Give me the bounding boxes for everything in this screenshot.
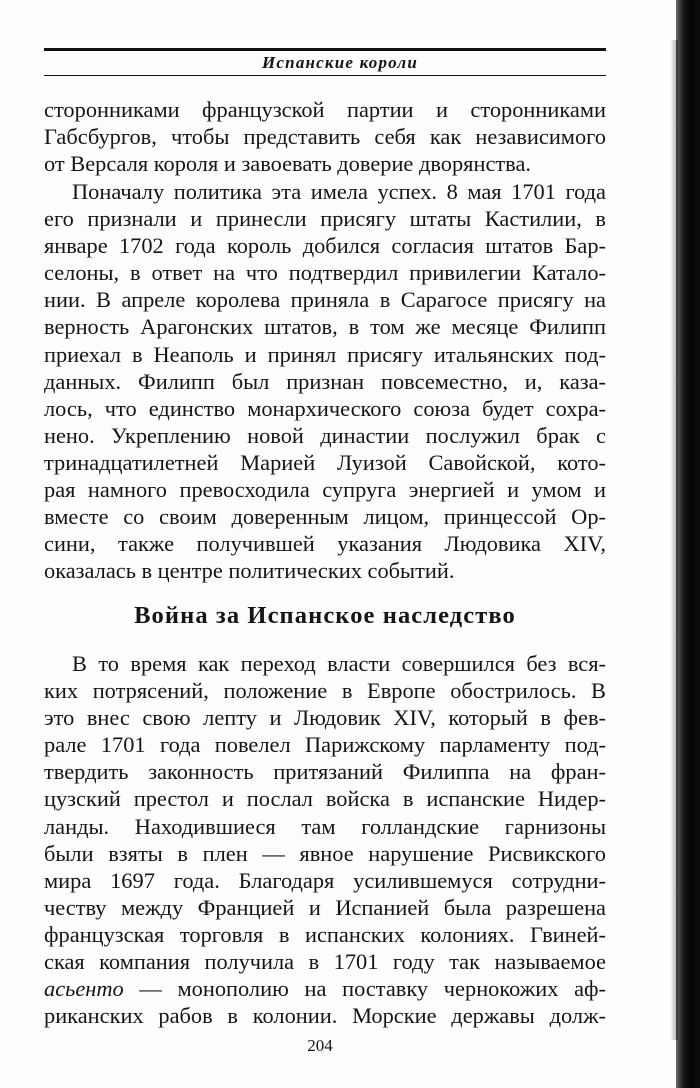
italic-term: асьенто	[44, 976, 124, 1002]
text-line: верность Арагонских штатов, в том же месяце Филипп	[44, 314, 606, 340]
text-line: его признали и принесли присягу штаты Кастилии, в	[44, 206, 606, 232]
text-line: это внес свою лепту и Людовик XIV, который в фев-	[44, 705, 606, 731]
section-heading: Война за Испанское наследство	[134, 602, 516, 629]
text-line: лось, что единство монархического союза будет сохра-	[44, 395, 606, 421]
page-number: 204	[307, 1036, 333, 1055]
text-line: январе 1702 года король добился согласия штатов Бар-	[44, 233, 606, 259]
text-line: ланды. Находившиеся там голландские гарнизоны	[44, 813, 606, 839]
text-line: мира 1697 года. Благодаря усилившемуся сотрудни-	[44, 867, 606, 893]
text-line: селоны, в ответ на что подтвердил привилегии Катало-	[44, 260, 606, 286]
paragraph-2	[44, 178, 606, 584]
text-line: цузский престол и послал войска в испанские Нидер-	[44, 786, 606, 812]
text-line: твердить законность притязаний Филиппа на фран-	[44, 759, 606, 785]
text-line: от Версаля короля и завоевать доверие дворянства.	[44, 151, 531, 177]
text-line: сини, также получившей указания Людовика XIV,	[44, 531, 606, 557]
text-line: Габсбургов, чтобы представить себя как независимого	[44, 124, 606, 150]
text-line: вместе со своим доверенным лицом, принцессой Ор-	[44, 504, 606, 530]
paragraph-3	[44, 650, 606, 1029]
text-line: сторонниками французской партии и сторонниками	[44, 97, 606, 122]
text-line: рая намного превосходила супруга энергией и умом и	[44, 477, 606, 503]
text-line: нии. В апреле королева приняла в Сарагосе присягу на	[44, 287, 606, 313]
text-run: — монополию на поставку чернокожих аф-	[123, 976, 606, 1002]
running-head	[44, 48, 606, 76]
scan-shadow-edge	[676, 0, 700, 1088]
text-line: французская торговля в испанских колониях. Гвиней-	[44, 921, 606, 947]
text-line	[44, 975, 606, 1002]
text-line: оказалась в центре политических событий.	[44, 558, 455, 584]
text-line: были взяты в плен — явное нарушение Рисвикского	[44, 840, 606, 866]
text-line: Поначалу политика эта имела успех. 8 мая 1701 года	[72, 179, 606, 204]
paragraph-1	[44, 96, 606, 177]
text-line: нено. Укреплению новой династии послужил брак с	[44, 422, 606, 448]
text-line: честву между Францией и Испанией была разрешена	[44, 894, 606, 920]
text-line: данных. Филипп был признан повсеместно, и, каза-	[44, 368, 606, 394]
text-line: тринадцатилетней Марией Луизой Савойской, кото-	[44, 449, 606, 475]
running-head-title: Испанские короли	[262, 53, 418, 72]
text-line: ская компания получила в 1701 году так называемое	[44, 949, 606, 975]
text-line: приехал в Неаполь и принял присягу итальянских под-	[44, 341, 606, 367]
text-line: рале 1701 года повелел Парижскому парламенту под-	[44, 732, 606, 758]
text-line: В то время как переход власти совершился без вся-	[72, 651, 606, 676]
text-line: ких потрясений, положение в Европе обострилось. В	[44, 678, 606, 704]
text-line: риканских рабов в колонии. Морские державы долж-	[44, 1003, 606, 1029]
